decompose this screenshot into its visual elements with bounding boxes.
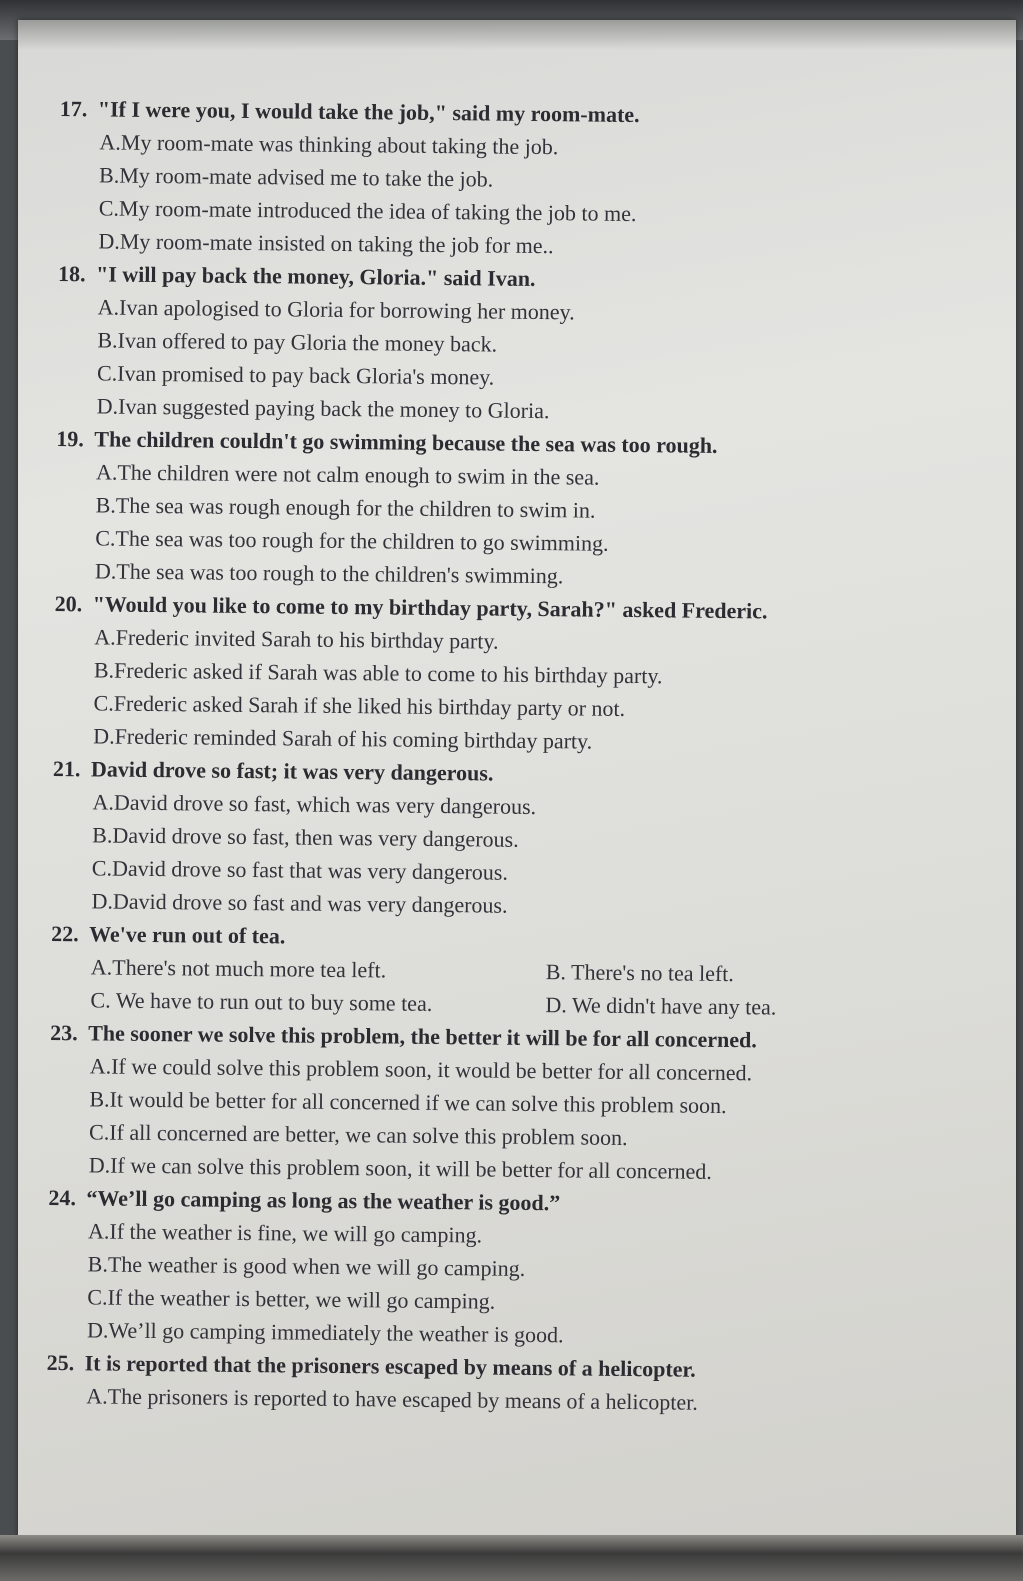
question-19 [55,422,957,596]
question-number: 19. [56,425,85,452]
option-b: B.My room-mate advised me to take the job. [99,162,494,192]
option-b: B.Ivan offered to pay Gloria the money back. [97,327,498,357]
question-20 [53,587,955,761]
question-number: 23. [50,1019,78,1046]
question-number: 24. [48,1184,77,1211]
option-a: A.If we could solve this problem soon, it would be better for all concerned. [89,1053,753,1086]
question-text: "Would you like to come to my birthday party, Sarah?" asked Frederic. [92,591,768,624]
question-text: "If I were you, I would take the job," said my room-mate. [97,96,640,128]
question-21 [51,752,953,926]
question-text: The sooner we solve this problem, the better it will be for all concerned. [88,1020,757,1053]
question-text: “We’ll go camping as long as the weather is good.” [86,1185,561,1216]
option-a: A.Ivan apologised to Gloria for borrowing her money. [97,294,575,325]
question-24 [47,1181,949,1355]
question-number: 17. [59,95,88,122]
question-list [46,92,960,1421]
option-d: D.My room-mate insisted on taking the job for me.. [98,228,554,259]
option-c: C.David drove so fast that was very dangerous. [91,855,509,885]
question-text: It is reported that the prisoners escaped by means of a helicopter. [84,1350,696,1382]
question-22 [50,917,951,1025]
question-text: We've run out of tea. [89,921,286,949]
option-c: C.Ivan promised to pay back Gloria's money. [96,360,495,390]
option-d: D. We didn't have any tea. [545,992,777,1020]
question-25 [46,1346,947,1421]
option-d: D.Ivan suggested paying back the money to Gloria. [96,393,550,424]
question-23 [49,1016,951,1190]
option-b: B.The weather is good when we will go camping. [87,1251,526,1281]
option-b: B.David drove so fast, then was very dangerous. [92,822,519,852]
option-a: A.David drove so fast, which was very dangerous. [92,789,537,820]
option-c: C.If all concerned are better, we can solve this problem soon. [88,1119,628,1151]
question-number: 25. [46,1349,75,1376]
question-17 [58,92,960,266]
option-c: C. We have to run out to buy some tea. [90,987,433,1016]
question-number: 21. [52,755,81,782]
option-b: B.Frederic asked if Sarah was able to come to his birthday party. [93,657,663,689]
question-18 [57,257,959,431]
option-b: B. There's no tea left. [545,959,734,987]
background-bottom [0,1535,1023,1581]
option-b: B.It would be better for all concerned if we can solve this problem soon. [89,1086,727,1119]
option-d: D.David drove so fast and was very dangerous. [91,888,508,918]
question-text: David drove so fast; it was very dangerous. [90,756,494,786]
option-a: A.Frederic invited Sarah to his birthday party. [94,624,499,654]
option-a: A.The prisoners is reported to have escaped by means of a helicopter. [86,1383,698,1415]
question-text: "I will pay back the money, Gloria." said Ivan. [95,261,536,291]
question-number: 18. [57,260,86,287]
option-a: A.The children were not calm enough to swim in the sea. [95,459,600,490]
option-c: C.My room-mate introduced the idea of taking the job to me. [98,195,637,227]
paper-fold-shadow [18,20,1016,50]
option-c: C.Frederic asked Sarah if she liked his birthday party or not. [93,690,626,721]
question-number: 22. [51,920,79,947]
question-number: 20. [54,590,83,617]
option-a: A.My room-mate was thinking about taking the job. [99,129,559,160]
question-text: The children couldn't go swimming because the sea was too rough. [94,426,718,458]
option-b: B.The sea was rough enough for the children to swim in. [95,492,596,523]
option-c: C.If the weather is better, we will go camping. [87,1284,496,1314]
option-a: A.If the weather is fine, we will go camping. [87,1218,483,1248]
option-a: A.There's not much more tea left. [90,954,387,983]
option-c: C.The sea was too rough for the children to go swimming. [95,525,609,556]
option-d: D.The sea was too rough to the children's swimming. [94,558,564,589]
option-d: D.Frederic reminded Sarah of his coming birthday party. [93,723,593,754]
option-d: D.We’ll go camping immediately the weather is good. [86,1317,564,1348]
option-d: D.If we can solve this problem soon, it will be better for all concerned. [88,1152,713,1184]
